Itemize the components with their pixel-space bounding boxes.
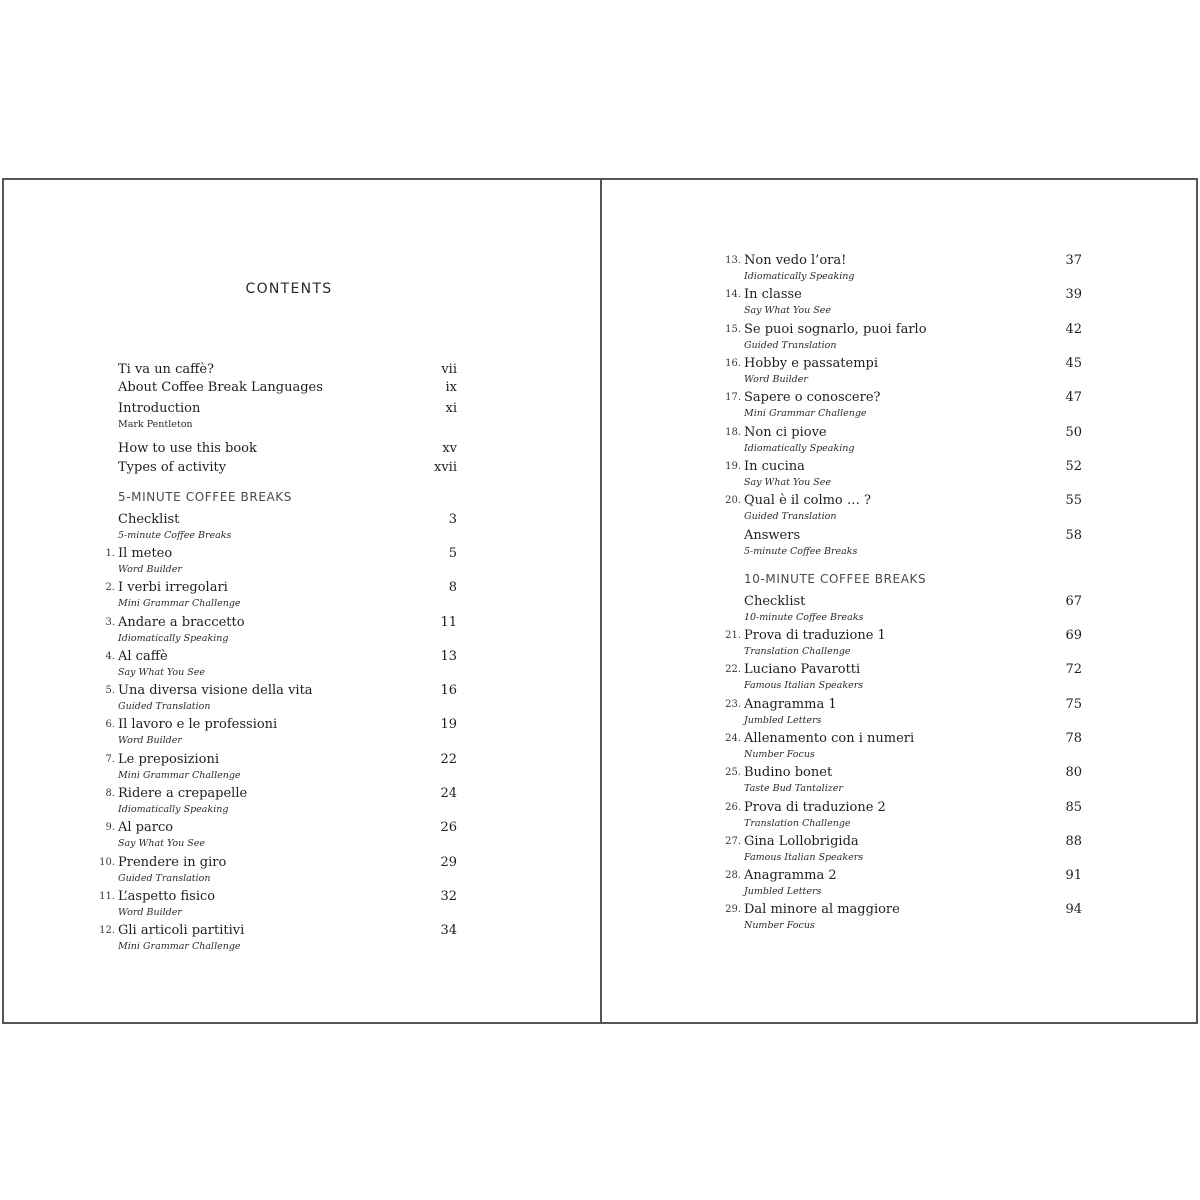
entry-title: Gli articoli partitivi <box>118 923 245 938</box>
entry-page: 78 <box>1065 731 1082 746</box>
entry-subtitle: Idiomatically Speaking <box>744 443 855 454</box>
entry-page: 52 <box>1065 459 1082 474</box>
book-spread <box>2 178 1198 1024</box>
entry-title: Ti va un caffè? <box>118 362 214 377</box>
entry-number: 25. <box>725 767 741 778</box>
entry-page: 45 <box>1065 356 1082 371</box>
entry-subtitle: Taste Bud Tantalizer <box>744 783 843 794</box>
entry-page: 39 <box>1065 287 1082 302</box>
entry-page: 72 <box>1065 662 1082 677</box>
entry-subtitle: Idiomatically Speaking <box>118 633 229 644</box>
entry-page: xv <box>442 441 457 456</box>
entry-page: 75 <box>1065 697 1082 712</box>
entry-number: 1. <box>105 548 115 559</box>
entry-number: 21. <box>725 630 741 641</box>
entry-title: Allenamento con i numeri <box>744 731 915 746</box>
entry-subtitle: Translation Challenge <box>744 818 851 829</box>
entry-title: In classe <box>744 287 802 302</box>
entry-title: Il lavoro e le professioni <box>118 717 278 732</box>
entry-number: 14. <box>725 289 741 300</box>
entry-number: 22. <box>725 664 741 675</box>
entry-page: 69 <box>1065 628 1082 643</box>
entry-page: 13 <box>440 649 457 664</box>
entry-title: Il meteo <box>118 546 173 561</box>
entry-number: 5. <box>105 685 115 696</box>
entry-subtitle: Number Focus <box>744 749 815 760</box>
entry-subtitle: Word Builder <box>118 907 182 918</box>
entry-page: 91 <box>1065 868 1082 883</box>
entry-title: L’aspetto fisico <box>118 889 216 904</box>
entry-number: 15. <box>725 324 741 335</box>
entry-number: 19. <box>725 461 741 472</box>
entry-title: Al parco <box>118 820 174 835</box>
entry-subtitle: Guided Translation <box>118 701 211 712</box>
entry-subtitle: Mini Grammar Challenge <box>118 941 241 952</box>
entry-title: Checklist <box>118 512 180 527</box>
entry-number: 20. <box>725 495 741 506</box>
entry-title: How to use this book <box>118 441 257 456</box>
entry-title: Budino bonet <box>744 765 833 780</box>
entry-subtitle: Mini Grammar Challenge <box>118 598 241 609</box>
entry-title: Hobby e passatempi <box>744 356 878 371</box>
entry-subtitle: Word Builder <box>744 374 808 385</box>
entry-title: Prova di traduzione 1 <box>744 628 886 643</box>
entry-title: Andare a braccetto <box>118 615 245 630</box>
entry-subtitle: Famous Italian Speakers <box>744 680 864 691</box>
entry-page: 47 <box>1065 390 1082 405</box>
entry-page: 8 <box>448 580 457 595</box>
entry-title: Al caffè <box>118 649 168 664</box>
entry-subtitle: Guided Translation <box>744 511 837 522</box>
entry-page: 26 <box>440 820 457 835</box>
entry-title: Dal minore al maggiore <box>744 902 900 917</box>
entry-subtitle: Jumbled Letters <box>744 715 822 726</box>
entry-number: 24. <box>725 733 741 744</box>
entry-page: 34 <box>440 923 457 938</box>
entry-subtitle: Say What You See <box>744 305 831 316</box>
entry-title: Qual è il colmo … ? <box>744 493 871 508</box>
entry-subtitle: Translation Challenge <box>744 646 851 657</box>
entry-subtitle: Idiomatically Speaking <box>118 804 229 815</box>
entry-page: 55 <box>1065 493 1082 508</box>
entry-title: Checklist <box>744 594 806 609</box>
entry-title: In cucina <box>744 459 805 474</box>
entry-number: 13. <box>725 255 741 266</box>
entry-title: Introduction <box>118 401 201 416</box>
right-page <box>602 180 1196 1022</box>
entry-subtitle: Word Builder <box>118 564 182 575</box>
entry-title: About Coffee Break Languages <box>118 380 323 395</box>
entry-number: 4. <box>105 651 115 662</box>
entry-title: Answers <box>744 528 801 543</box>
entry-title: Anagramma 1 <box>744 697 837 712</box>
entry-title: Ridere a crepapelle <box>118 786 248 801</box>
entry-number: 17. <box>725 392 741 403</box>
entry-number: 3. <box>105 617 115 628</box>
entry-subtitle: Mark Pentleton <box>118 419 193 430</box>
entry-subtitle: Jumbled Letters <box>744 886 822 897</box>
entry-number: 18. <box>725 427 741 438</box>
entry-page: 58 <box>1065 528 1082 543</box>
entry-number: 2. <box>105 582 115 593</box>
entry-page: 42 <box>1065 322 1082 337</box>
entry-page: 5 <box>448 546 457 561</box>
entry-subtitle: 5-minute Coffee Breaks <box>744 546 858 557</box>
entry-number: 7. <box>105 754 115 765</box>
entry-page: 37 <box>1065 253 1082 268</box>
entry-number: 16. <box>725 358 741 369</box>
entry-title: Prova di traduzione 2 <box>744 800 886 815</box>
entry-subtitle: Mini Grammar Challenge <box>744 408 867 419</box>
entry-subtitle: Mini Grammar Challenge <box>118 770 241 781</box>
entry-page: 22 <box>440 752 457 767</box>
entry-subtitle: Idiomatically Speaking <box>744 271 855 282</box>
entry-number: 29. <box>725 904 741 915</box>
entry-number: 6. <box>105 719 115 730</box>
entry-subtitle: Guided Translation <box>118 873 211 884</box>
entry-title: Una diversa visione della vita <box>118 683 313 698</box>
section-heading-5-minute: 5-MINUTE COFFEE BREAKS <box>118 490 292 504</box>
entry-subtitle: 10-minute Coffee Breaks <box>744 612 864 623</box>
entry-subtitle: Guided Translation <box>744 340 837 351</box>
entry-title: Sapere o conoscere? <box>744 390 881 405</box>
entry-number: 27. <box>725 836 741 847</box>
entry-subtitle: Say What You See <box>118 838 205 849</box>
entry-number: 10. <box>99 857 115 868</box>
entry-page: 29 <box>440 855 457 870</box>
entry-number: 8. <box>105 788 115 799</box>
entry-page: 16 <box>440 683 457 698</box>
entry-number: 11. <box>99 891 115 902</box>
entry-number: 26. <box>725 802 741 813</box>
entry-subtitle: Number Focus <box>744 920 815 931</box>
entry-subtitle: Word Builder <box>118 735 182 746</box>
entry-title: Non ci piove <box>744 425 827 440</box>
entry-page: 80 <box>1065 765 1082 780</box>
section-heading-10-minute: 10-MINUTE COFFEE BREAKS <box>744 572 927 586</box>
entry-title: Anagramma 2 <box>744 868 837 883</box>
entry-page: xvii <box>434 460 457 475</box>
entry-subtitle: 5-minute Coffee Breaks <box>118 530 232 541</box>
contents-heading: CONTENTS <box>245 281 333 297</box>
entry-title: Types of activity <box>118 460 227 475</box>
entry-title: Le preposizioni <box>118 752 220 767</box>
entry-page: 85 <box>1065 800 1082 815</box>
entry-number: 23. <box>725 699 741 710</box>
entry-page: 32 <box>440 889 457 904</box>
entry-page: 11 <box>440 615 457 630</box>
entry-number: 9. <box>105 822 115 833</box>
entry-number: 12. <box>99 925 115 936</box>
entry-subtitle: Famous Italian Speakers <box>744 852 864 863</box>
entry-page: 24 <box>440 786 457 801</box>
entry-title: Prendere in giro <box>118 855 227 870</box>
entry-page: vii <box>441 362 457 377</box>
entry-number: 28. <box>725 870 741 881</box>
entry-title: Non vedo l’ora! <box>744 253 847 268</box>
entry-title: Gina Lollobrigida <box>744 834 859 849</box>
entry-page: 94 <box>1065 902 1082 917</box>
entry-page: 50 <box>1065 425 1082 440</box>
entry-page: 67 <box>1065 594 1082 609</box>
entry-page: 19 <box>440 717 457 732</box>
entry-title: Se puoi sognarlo, puoi farlo <box>744 322 927 337</box>
entry-title: I verbi irregolari <box>118 580 228 595</box>
left-page <box>4 180 600 1022</box>
entry-page: 88 <box>1065 834 1082 849</box>
entry-subtitle: Say What You See <box>744 477 831 488</box>
entry-page: 3 <box>448 512 457 527</box>
entry-title: Luciano Pavarotti <box>744 662 861 677</box>
entry-page: xi <box>445 401 457 416</box>
entry-subtitle: Say What You See <box>118 667 205 678</box>
entry-page: ix <box>445 380 457 395</box>
